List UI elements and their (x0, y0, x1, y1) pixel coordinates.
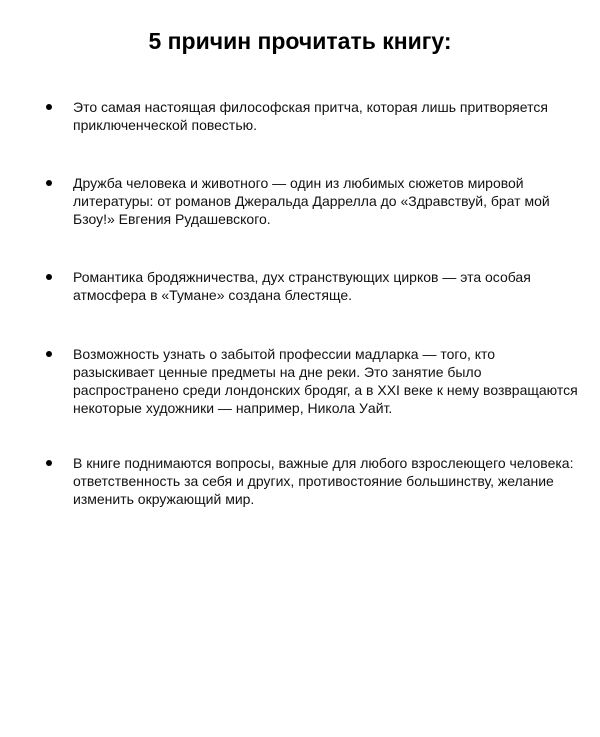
bullet-icon (46, 274, 52, 280)
bullet-icon (46, 351, 52, 357)
reason-text: В книге поднимаются вопросы, важные для любого взрослеющего человека: ответственность за себя и других, противостояние большинству, желание изменить окружающий мир. (73, 455, 574, 507)
reason-text: Возможность узнать о забытой профессии мадларка — того, кто разыскивает ценные предметы на дне реки. Это занятие было распространено среди лондонских бродяг, а в XXI веке к нему возвращаются некоторые художники — например, Никола Уайт. (73, 346, 578, 416)
bullet-icon (46, 180, 52, 186)
bullet-icon (46, 460, 52, 466)
reason-text: Романтика бродяжничества, дух странствующих цирков — эта особая атмосфера в «Тумане» создана блестяще. (73, 269, 531, 303)
bullet-icon (46, 104, 52, 110)
reason-text: Дружба человека и животного — один из любимых сюжетов мировой литературы: от романов Джеральда Даррелла до «Здравствуй, брат мой Бзоу!» Евгения Рудашевского. (73, 175, 550, 227)
page-title: 5 причин прочитать книгу: (148, 28, 452, 54)
reason-text: Это самая настоящая философская притча, которая лишь притворяется приключенческой повестью. (73, 99, 548, 133)
